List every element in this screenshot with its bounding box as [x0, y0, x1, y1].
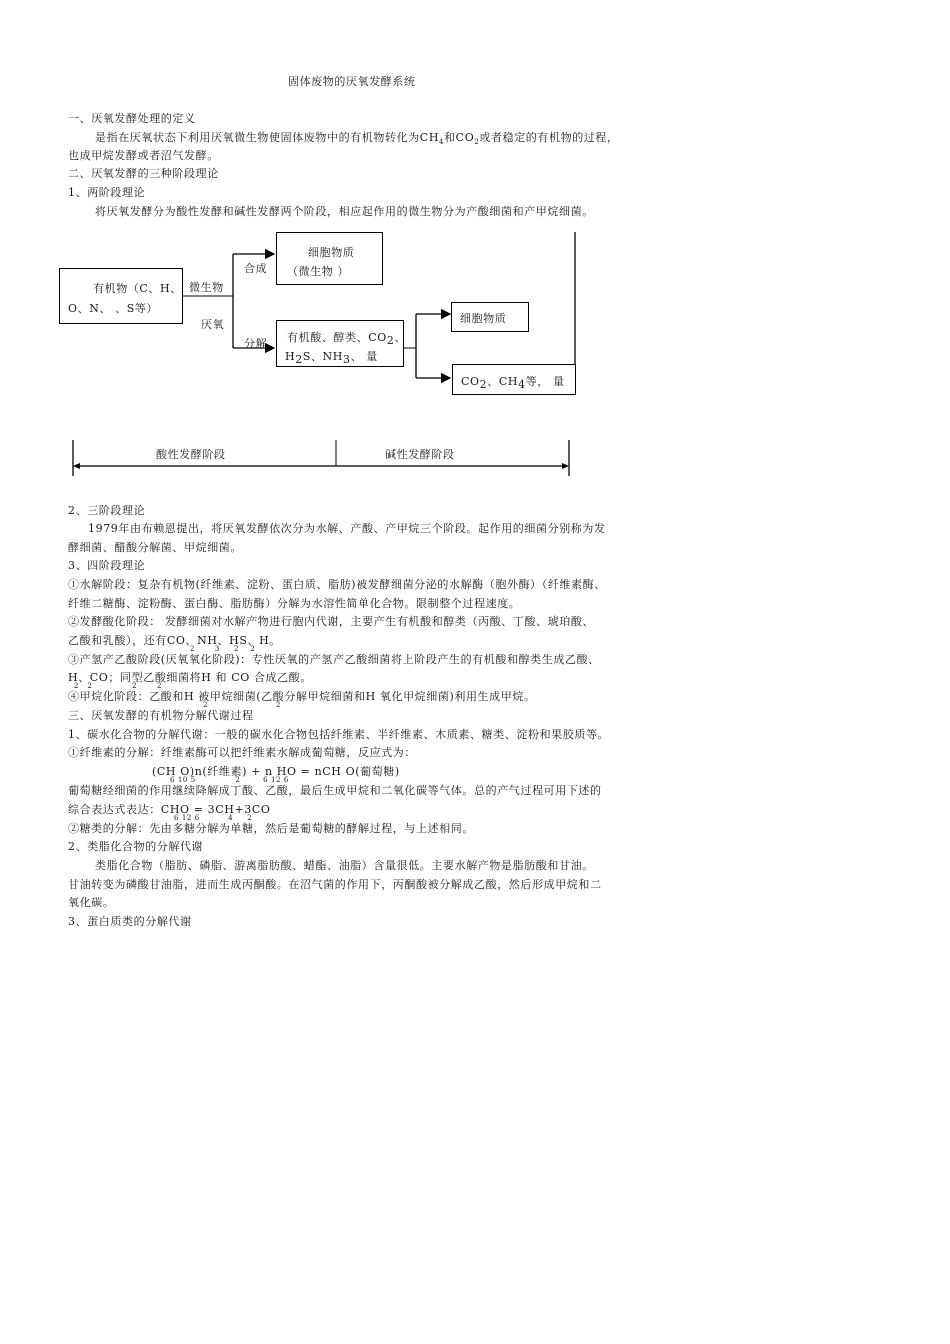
three-stage-line-2: 酵细菌、醋酸分解菌、甲烷细菌。: [68, 541, 242, 554]
process-diagram: [0, 0, 950, 520]
carbohydrate-line: 1、碳水化合物的分解代谢：一般的碳水化合物包括纤维素、半纤维素、木质素、糖类、淀粉和果胶质等。: [68, 728, 610, 741]
cell-matter-box: [276, 232, 383, 285]
three-stage-line-1: 1979年由布赖恩提出，将厌氧发酵依次分为水解、产酸、产甲烷三个阶段。起作用的细菌分别称为发: [88, 522, 606, 535]
acids-label-2: H2S、NH3、 量: [285, 350, 378, 366]
lipid-line-2: 甘油转变为磷酸甘油脂，进而生成丙酮酸。在沼气菌的作用下，丙酮酸被分解成乙酸，然后形成甲烷和二: [68, 878, 602, 891]
page-title: 固体废物的厌氧发酵系统: [288, 75, 416, 88]
cellulose-equation: (CH O)n(纤维素) + n HO = nCH O(葡萄糖): [152, 765, 400, 778]
methanogenesis-subscripts: 2 2: [203, 701, 281, 709]
acids-label-1: 有机酸、醇类、CO2、: [287, 331, 407, 347]
glucose-subscripts: 6 12 6 4 2: [174, 814, 253, 822]
definition-line-2: 也成甲烷发酵或者沼气发酵。: [68, 149, 219, 162]
lipid-heading: 2、类脂化合物的分解代谢: [68, 840, 204, 853]
gas-products-box: [452, 364, 576, 395]
microbe-label: 微生物: [189, 281, 224, 294]
phase-arrow-left: [73, 463, 80, 469]
two-stage-paragraph: 将厌氧发酵分为酸性发酵和碱性发酵两个阶段，相应起作用的微生物分为产酸细菌和产甲烷细菌。: [95, 205, 594, 218]
phase-arrow-right: [562, 463, 569, 469]
cell-right-label: 细胞物质: [460, 312, 507, 325]
fermentation-subscripts: 2 3 2 2: [190, 645, 256, 653]
glucose-line-2: 综合表达式表达：CHO = 3CH+3CO: [68, 803, 271, 816]
hydrolysis-line-1: ①水解阶段：复杂有机物(纤维素、淀粉、蛋白质、脂肪)被发酵细菌分泌的水解酶（胞外酶）（纤维素酶、: [68, 578, 606, 591]
lipid-line-1: 类脂化合物（脂肪、磷脂、游离脂肪酸、蜡酯、油脂）含量很低。主要水解产物是脂肪酸和甘油。: [95, 859, 594, 872]
alkaline-phase-label: 碱性发酵阶段: [385, 448, 455, 461]
acetogenesis-line-1: ③产氢产乙酸阶段(厌氧氧化阶段)：专性厌氧的产氢产乙酸细菌将上阶段产生的有机酸和醇类生成乙酸、: [68, 653, 600, 666]
decompose-label: 分解: [244, 337, 268, 350]
organic-acids-box: [276, 320, 407, 367]
two-stage-heading: 1、两阶段理论: [68, 186, 146, 199]
cell-matter-box-2: [451, 302, 529, 332]
four-stage-heading: 3、四阶段理论: [68, 559, 146, 572]
section-3-heading: 三、厌氧发酵的有机物分解代谢过程: [68, 709, 254, 722]
section-1-heading: 一、厌氧发酵处理的定义: [68, 112, 196, 125]
organic-label-1: 有机物（C、H、: [93, 282, 182, 295]
equation-subscripts: 6 10 5 2 6 12 6: [170, 776, 289, 784]
acetogenesis-line-2: H、CO；同型乙酸细菌将H 和 CO 合成乙酸。: [68, 671, 312, 684]
cell-label-1: 细胞物质: [308, 246, 355, 259]
cellulose-line: ①纤维素的分解：纤维素酶可以把纤维素水解成葡萄糖，反应式为：: [68, 746, 416, 759]
organic-label-2: O、N、 、S等）: [68, 302, 159, 315]
sugar-line: ②糖类的分解：先由多糖分解为单糖，然后是葡萄糖的酵解过程，与上述相同。: [68, 822, 474, 835]
section-2-heading: 二、厌氧发酵的三种阶段理论: [68, 167, 219, 180]
acid-phase-label: 酸性发酵阶段: [156, 448, 226, 461]
organic-matter-box: [59, 268, 183, 324]
fermentation-line-1: ②发酵酸化阶段： 发酵细菌对水解产物进行胞内代谢，主要产生有机酸和醇类（丙酸、丁酸、琥珀酸、: [68, 615, 595, 628]
acetogenesis-subscripts: 2 2 2 2: [74, 682, 163, 690]
protein-heading: 3、蛋白质类的分解代谢: [68, 915, 192, 928]
three-stage-heading: 2、三阶段理论: [68, 504, 146, 517]
definition-line-1: 是指在厌氧状态下利用厌氧微生物使固体废物中的有机物转化为$CH_4$和$CO_2$或者稳定的有机物的过程，: [95, 131, 619, 146]
fermentation-line-2: 乙酸和乳酸），还有CO、NH、HS、H。: [68, 634, 281, 647]
methanogenesis-line: ④甲烷化阶段：乙酸和H 被甲烷细菌(乙酸分解甲烷细菌和H 氧化甲烷细菌)利用生成甲烷。: [68, 690, 536, 703]
lipid-line-3: 氧化碳。: [68, 896, 115, 909]
anaerobic-label: 厌氧: [201, 318, 225, 331]
cell-label-2: （微生物 ）: [287, 265, 350, 278]
gas-label: CO2、CH4等， 量: [461, 375, 565, 391]
hydrolysis-line-2: 纤维二糖酶、淀粉酶、蛋白酶、脂肪酶）分解为水溶性简单化合物。限制整个过程速度。: [68, 597, 521, 610]
synthesis-label: 合成: [244, 262, 268, 275]
glucose-line-1: 葡萄糖经细菌的作用继续降解成丁酸、乙酸，最后生成甲烷和二氧化碳等气体。总的产气过程可用下述的: [68, 784, 602, 797]
